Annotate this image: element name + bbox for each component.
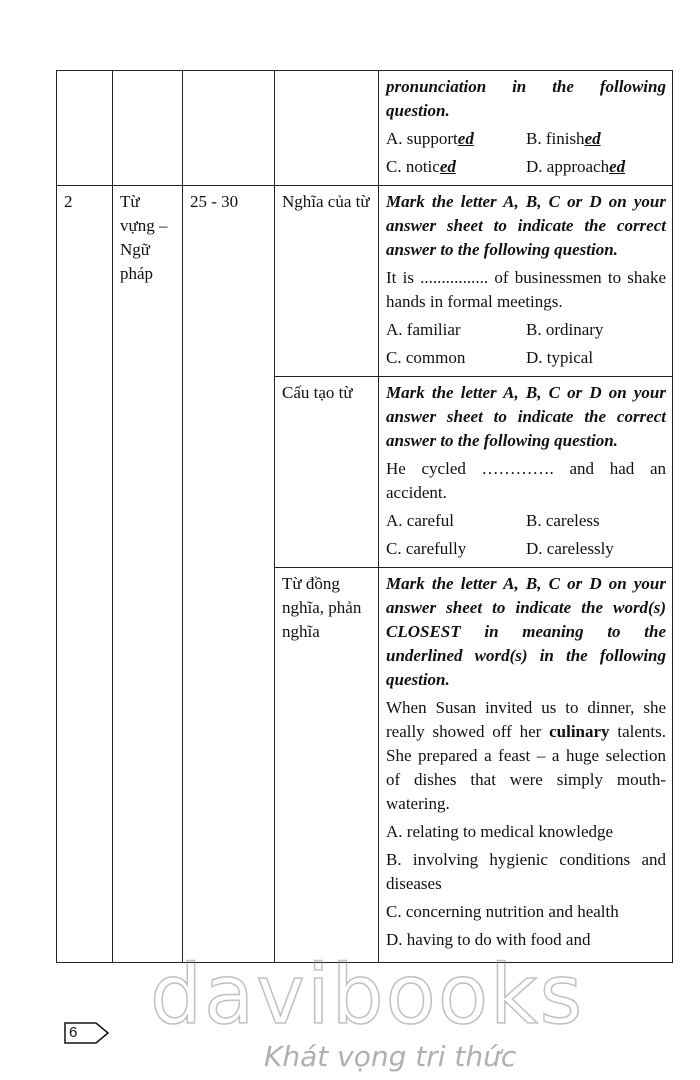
option-a: A. relating to medical knowledge — [386, 822, 614, 841]
cell-domain: Từ vựng – Ngữ pháp — [113, 186, 183, 963]
answer-options — [386, 318, 666, 370]
answer-options — [386, 127, 666, 179]
option-a: A. careful — [386, 511, 454, 530]
option-b: B. careless — [526, 511, 600, 530]
cell-topic — [275, 71, 379, 186]
cell-range — [183, 71, 275, 186]
option-d: D. carelessly — [526, 539, 614, 558]
answer-options — [386, 820, 666, 952]
option-c: C. common — [386, 348, 466, 367]
table-row — [57, 71, 673, 186]
cell-topic: Cấu tạo từ — [275, 377, 379, 568]
option-b: B. finished — [526, 129, 601, 148]
cell-range: 25 - 30 — [183, 186, 275, 963]
question-text: It is ................ of businessmen to shake hands in formal meetings. — [386, 268, 666, 311]
keyword: culinary — [549, 722, 610, 741]
option-b: B. involving hygienic conditions and diseases — [386, 850, 666, 893]
syllabus-table — [56, 70, 673, 963]
option-b: B. ordinary — [526, 320, 604, 339]
cell-question — [379, 71, 673, 186]
option-d: D. typical — [526, 348, 594, 367]
cell-question — [379, 186, 673, 377]
option-c: C. carefully — [386, 539, 467, 558]
option-c: C. noticed — [386, 157, 456, 176]
question-instruction: Mark the letter A, B, C or D on your answer sheet to indicate the correct answer to the following question. — [386, 383, 666, 450]
question-text: He cycled …………. and had an accident. — [386, 459, 666, 502]
cell-question — [379, 377, 673, 568]
question-instruction: Mark the letter A, B, C or D on your answer sheet to indicate the word(s) CLOSEST in meaning to the underlined word(s) in the following question. — [386, 574, 666, 689]
question-instruction: Mark the letter A, B, C or D on your answer sheet to indicate the correct answer to the following question. — [386, 192, 666, 259]
cell-no: 2 — [57, 186, 113, 963]
question-instruction: pronunciation in the following question. — [386, 77, 666, 120]
watermark-logo: davibooks — [150, 948, 585, 1043]
cell-question — [379, 568, 673, 963]
watermark-tagline: Khát vọng tri thức — [264, 1040, 517, 1073]
option-a: A. familiar — [386, 320, 461, 339]
cell-no — [57, 71, 113, 186]
option-d: D. having to do with food and — [386, 930, 591, 949]
option-d: D. approached — [526, 157, 626, 176]
cell-domain — [113, 71, 183, 186]
cell-topic: Nghĩa của từ — [275, 186, 379, 377]
option-a: A. supported — [386, 129, 474, 148]
option-c: C. concerning nutrition and health — [386, 902, 619, 921]
page-number: 6 — [64, 1022, 108, 1044]
answer-options — [386, 509, 666, 561]
cell-topic: Từ đồng nghĩa, phản nghĩa — [275, 568, 379, 963]
table-row — [57, 186, 673, 377]
question-text: When Susan invited us to dinner, she really showed off her culinary talents. She prepared a feast – a huge selection of dishes that were simply mouth-watering. — [386, 698, 666, 813]
